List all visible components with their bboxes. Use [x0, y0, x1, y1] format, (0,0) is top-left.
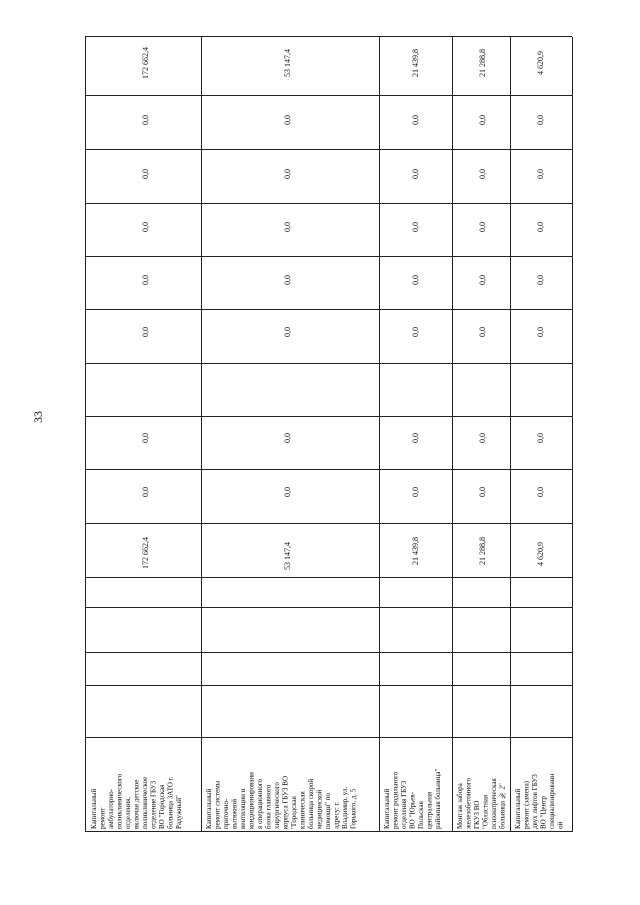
- row-value: 0,0: [411, 275, 420, 285]
- row-value: 0,0: [478, 115, 487, 125]
- row-value: 0,0: [141, 115, 150, 125]
- row-value: 0,0: [478, 327, 487, 337]
- row-value: 0,0: [536, 115, 545, 125]
- row-last-value: 4 620,9: [536, 51, 545, 75]
- row-value: 0,0: [411, 222, 420, 232]
- row-description: Капитальный ремонт родильного отделения ГБУЗ ВО "Юрьев- Польская центральная районная больница": [383, 768, 442, 829]
- row-total: 172 662,4: [141, 537, 150, 569]
- row-value: 0,0: [411, 327, 420, 337]
- row-value: 0,0: [141, 275, 150, 285]
- row-value: 0,0: [478, 433, 487, 443]
- page-number: 33: [31, 411, 45, 423]
- row-value: 0,0: [141, 169, 150, 179]
- row-value: 0,0: [283, 169, 292, 179]
- table-row: [86, 37, 202, 832]
- row-description: Капитальный ремонт (замена) двух лифтов ГБУЗ ВО "Центр специализированн ой: [514, 773, 565, 829]
- row-value: 0,0: [283, 275, 292, 285]
- table-row: [201, 37, 380, 832]
- table-row: [510, 37, 573, 832]
- row-value: 0,0: [478, 487, 487, 497]
- row-value: 0,0: [141, 487, 150, 497]
- row-value: 0,0: [141, 222, 150, 232]
- row-last-value: 53 147,4: [283, 49, 292, 77]
- row-value: 0,0: [478, 222, 487, 232]
- row-description: Капитальный ремонт системы приточно- вытяжной вентиляции и кондиционировани я операционного блока главного хирургического корпуса ГБУЗ ВО "Городская клиническая больница скорой медицинской помощи" по адресу: г. Владимир, ул. Горького, д. 5: [205, 772, 358, 829]
- row-last-value: 172 662,4: [141, 47, 150, 79]
- row-value: 0,0: [536, 433, 545, 443]
- row-last-value: 21 288,8: [478, 49, 487, 77]
- row-value: 0,0: [536, 222, 545, 232]
- table-row: [452, 37, 511, 832]
- row-total: 53 147,4: [283, 542, 292, 570]
- row-value: 0,0: [536, 327, 545, 337]
- row-value: 0,0: [283, 487, 292, 497]
- row-value: 0,0: [283, 222, 292, 232]
- row-description: Капитальный ремонт амбулаторно- поликлинического отделения, включая детское поликлиническое отделение ГБУЗ ВО "Городская больница ЗАТО г. Радужный": [90, 773, 183, 829]
- row-description: Монтаж забора железобетонного ГКУЗ ВО "Областная психиатрическая больница № 2": [456, 778, 507, 829]
- row-value: 0,0: [411, 487, 420, 497]
- row-value: 0,0: [478, 275, 487, 285]
- row-value: 0,0: [411, 433, 420, 443]
- row-value: 0,0: [141, 433, 150, 443]
- row-value: 0,0: [283, 327, 292, 337]
- row-total: 4 620,9: [536, 542, 545, 566]
- row-last-value: 21 439,8: [411, 49, 420, 77]
- row-value: 0,0: [283, 433, 292, 443]
- row-value: 0,0: [283, 115, 292, 125]
- row-total: 21 439,8: [411, 537, 420, 565]
- row-value: 0,0: [536, 487, 545, 497]
- row-value: 0,0: [411, 169, 420, 179]
- budget-table: [85, 36, 572, 832]
- row-total: 21 288,8: [478, 537, 487, 565]
- row-value: 0,0: [141, 327, 150, 337]
- row-value: 0,0: [478, 169, 487, 179]
- table-row: [379, 37, 453, 832]
- row-value: 0,0: [411, 115, 420, 125]
- row-value: 0,0: [536, 275, 545, 285]
- row-value: 0,0: [536, 169, 545, 179]
